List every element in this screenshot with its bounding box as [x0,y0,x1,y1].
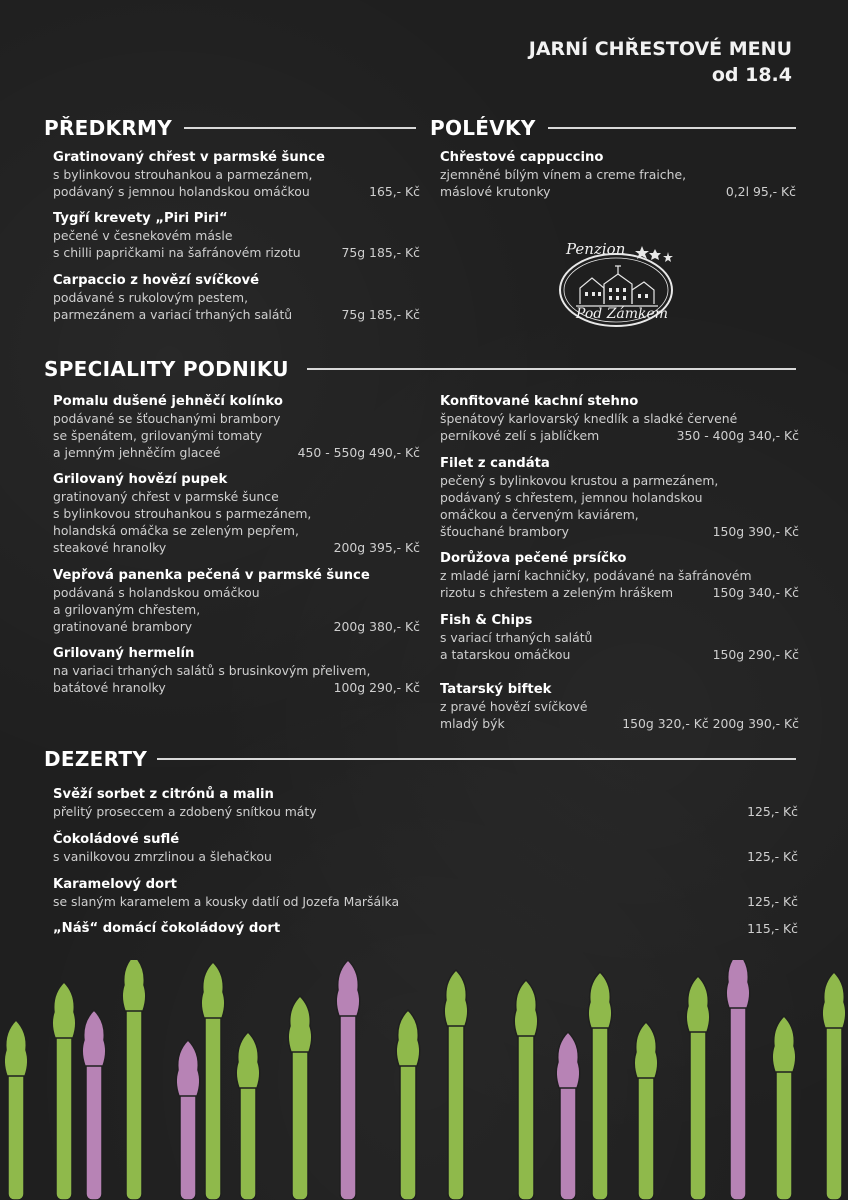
item-description: s variací trhaných salátů [440,630,593,645]
item-price: 75g 185,- Kč [341,307,420,322]
menu-item [440,681,799,732]
item-price: 125,- Kč [747,804,798,819]
item-description: se slaným karamelem a kousky datlí od Jozefa Maršálka 125,- Kč [53,894,798,909]
item-description: na variaci trhaných salátů s brusinkovým přelivem, [53,663,371,678]
asparagus-illustration [0,960,848,1200]
menu-item [53,876,798,910]
logo-text-bottom: Pod Zámkem [576,306,669,322]
menu-item [440,455,799,540]
item-price: 125,- Kč [747,849,798,864]
menu-item [53,210,420,261]
menu-item [440,550,799,601]
menu-item [440,393,799,444]
section-heading-polevky [430,116,796,140]
item-price: 125,- Kč [747,894,798,909]
item-price: 150g 340,- Kč [712,585,799,600]
item-name: Pomalu dušené jehněčí kolínko [53,394,283,409]
item-description: z mladé jarní kachničky, podávané na šafránovém [440,568,752,583]
item-description: mladý býk 150g 320,- Kč 200g 390,- Kč [440,716,799,731]
item-price: 450 - 550g 490,- Kč [297,445,420,460]
item-description: perníkové zelí s jablíčkem 350 - 400g 340,- Kč [440,428,799,443]
item-name: Tygří krevety „Piri Piri“ [53,211,228,226]
penzion-logo [558,236,678,330]
item-price: 150g 320,- Kč 200g 390,- Kč [622,716,799,731]
item-name: Chřestové cappuccino [440,150,604,165]
item-price: 350 - 400g 340,- Kč [676,428,799,443]
item-name: Filet z candáta [440,456,550,471]
item-description: rizotu s chřestem a zeleným hráškem 150g 340,- Kč [440,585,799,600]
divider [157,758,796,760]
item-description: batátové hranolky 100g 290,- Kč [53,680,420,695]
item-description: podávaný s jemnou holandskou omáčkou 165,- Kč [53,184,420,199]
item-description: a jemným jehněčím glaceé 450 - 550g 490,- Kč [53,445,420,460]
item-description: a grilovaným chřestem, [53,602,201,617]
item-description: gratinovaný chřest v parmské šunce [53,489,279,504]
item-description: podávané s rukolovým pestem, [53,290,249,305]
menu-item [53,831,798,865]
section-heading-predkrmy [44,116,416,140]
item-name: Fish & Chips [440,613,533,628]
section-title: SPECIALITY PODNIKU [44,357,289,381]
item-description: s bylinkovou strouhankou a parmezánem, [53,167,313,182]
item-description: parmezánem a variací trhaných salátů 75g 185,- Kč [53,307,420,322]
item-description: špenátový karlovarský knedlík a sladké červené [440,411,738,426]
item-description: zjemněné bílým vínem a creme fraiche, [440,167,687,182]
item-name: Konfitované kachní stehno [440,394,639,409]
section-title: POLÉVKY [430,116,536,140]
item-price: 150g 290,- Kč [712,647,799,662]
menu-item [53,149,420,200]
menu-item [440,612,799,663]
item-description: podávané se šťouchanými brambory [53,411,281,426]
menu-item [440,149,796,200]
menu-item [53,471,420,556]
item-description: holandská omáčka se zeleným pepřem, [53,523,299,538]
menu-title [529,36,792,88]
item-description: omáčkou a červeným kaviárem, [440,507,639,522]
item-description: pečené v česnekovém másle [53,228,233,243]
item-name: Dorůžova pečené prsíčko [440,551,627,566]
menu-title-line1: JARNÍ CHŘESTOVÉ MENU [528,38,792,60]
item-description: pečený s bylinkovou krustou a parmezánem, [440,473,719,488]
divider [184,127,416,129]
asparagus-stalks [4,960,846,1200]
item-description: z pravé hovězí svíčkové [440,699,588,714]
logo-text-top: Penzion [566,240,626,258]
item-name: Gratinovaný chřest v parmské šunce [53,150,325,165]
item-name: Karamelový dort [53,877,177,892]
item-description: máslové krutonky 0,2l 95,- Kč [440,184,796,199]
item-price: 200g 380,- Kč [333,619,420,634]
section-title: DEZERTY [44,747,148,771]
item-price: 100g 290,- Kč [333,680,420,695]
menu-item [53,786,798,820]
item-name: „Náš“ domácí čokoládový dort 115,- Kč [53,921,798,936]
item-name: Tatarský biftek [440,682,552,697]
item-description: podávaný s chřestem, jemnou holandskou [440,490,703,505]
divider [548,127,796,129]
item-description: gratinované brambory 200g 380,- Kč [53,619,420,634]
item-name: Čokoládové suflé [53,832,180,847]
section-heading-dezerty [44,747,796,771]
menu-date: od 18.4 [711,64,792,86]
menu-item [53,393,420,461]
item-description: šťouchané brambory 150g 390,- Kč [440,524,799,539]
menu-item [53,567,420,635]
section-title: PŘEDKRMY [44,116,173,140]
item-description: a tatarskou omáčkou 150g 290,- Kč [440,647,799,662]
divider [307,368,796,370]
item-description: přelitý proseccem a zdobený snítkou máty 125,- Kč [53,804,798,819]
item-price: 150g 390,- Kč [712,524,799,539]
item-name: Carpaccio z hovězí svíčkové [53,273,260,288]
menu-item [53,645,420,696]
menu-item [53,272,420,323]
item-price: 200g 395,- Kč [333,540,420,555]
item-price: 165,- Kč [369,184,420,199]
item-description: s chilli papričkami na šafránovém rizotu 75g 185,- Kč [53,245,420,260]
item-price: 115,- Kč [747,921,798,936]
item-name: Svěží sorbet z citrónů a malin [53,787,274,802]
item-name: Grilovaný hermelín [53,646,195,661]
item-price: 75g 185,- Kč [341,245,420,260]
item-name: Grilovaný hovězí pupek [53,472,228,487]
item-description: steakové hranolky 200g 395,- Kč [53,540,420,555]
item-description: se špenátem, grilovanými tomaty [53,428,263,443]
item-price: 0,2l 95,- Kč [725,184,796,199]
item-description: podávaná s holandskou omáčkou [53,585,260,600]
section-heading-speciality [44,357,796,381]
item-name: Vepřová panenka pečená v parmské šunce [53,568,370,583]
item-description: s bylinkovou strouhankou s parmezánem, [53,506,312,521]
menu-item [53,920,798,937]
item-description: s vanilkovou zmrzlinou a šlehačkou 125,- Kč [53,849,798,864]
